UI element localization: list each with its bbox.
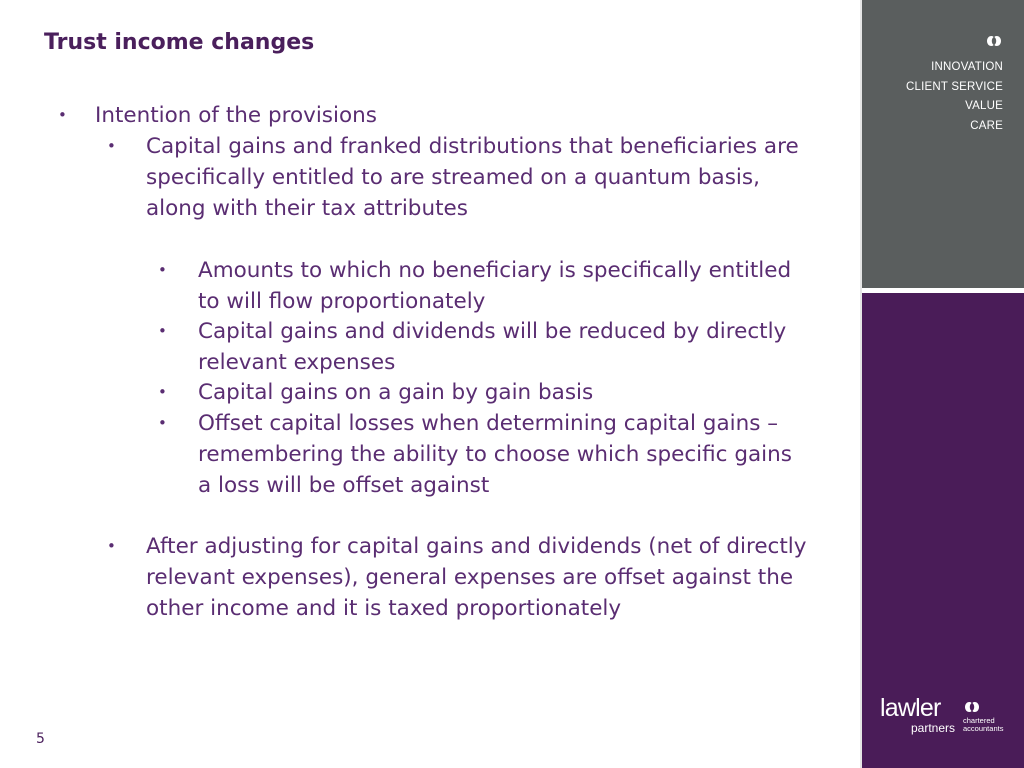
bullet-text: Amounts to which no beneficiary is specifically entitled to will flow proportionately — [198, 258, 792, 314]
bullet-item — [158, 316, 810, 378]
logo-subtitle: partners — [911, 721, 956, 735]
slide-title: Trust income changes — [44, 30, 315, 55]
bullet-item — [158, 255, 810, 317]
logo-tagline-line2: accountants — [963, 724, 1004, 733]
bullet-text: Intention of the provisions — [95, 103, 377, 128]
value-client-service: CLIENT SERVICE — [906, 80, 1003, 93]
value-value: VALUE — [965, 100, 1003, 112]
bullet-item — [107, 131, 811, 224]
logo-wordmark: lawler — [880, 694, 941, 722]
bullet-dot-icon: • — [58, 106, 67, 124]
value-care: CARE — [970, 119, 1003, 132]
logo-mark-icon — [964, 698, 980, 717]
bullet-dot-icon: • — [107, 537, 116, 555]
bullet-dot-icon: • — [158, 322, 167, 340]
logo-tagline-line1: chartered — [963, 716, 995, 725]
page-number: 5 — [36, 731, 45, 747]
bullet-text: Offset capital losses when determining capital gains – remembering the ability to choose which specific gains a loss will be offset against — [198, 411, 792, 498]
company-values — [906, 58, 1003, 136]
bullet-item — [158, 408, 810, 501]
bullet-text: Capital gains on a gain by gain basis — [198, 380, 594, 405]
logo-tagline — [963, 717, 1003, 733]
bullet-item — [107, 531, 811, 624]
bullet-dot-icon: • — [158, 383, 167, 401]
bullet-item — [158, 377, 810, 408]
bullet-text: Capital gains and dividends will be reduced by directly relevant expenses — [198, 319, 787, 375]
value-innovation: INNOVATION — [931, 61, 1003, 73]
bullet-text: After adjusting for capital gains and dividends (net of directly relevant expenses), general expenses are offset against the other income and it is taxed proportionately — [146, 534, 807, 621]
bullet-dot-icon: • — [158, 261, 167, 279]
bullet-text: Capital gains and franked distributions that beneficiaries are specifically entitled to are streamed on a quantum basis, along with their tax attributes — [146, 134, 799, 221]
bullet-dot-icon: • — [158, 414, 167, 432]
brand-mark-icon — [986, 32, 1002, 51]
bullet-dot-icon: • — [107, 137, 116, 155]
lawler-partners-logo — [880, 694, 1010, 738]
bullet-item — [58, 100, 815, 131]
